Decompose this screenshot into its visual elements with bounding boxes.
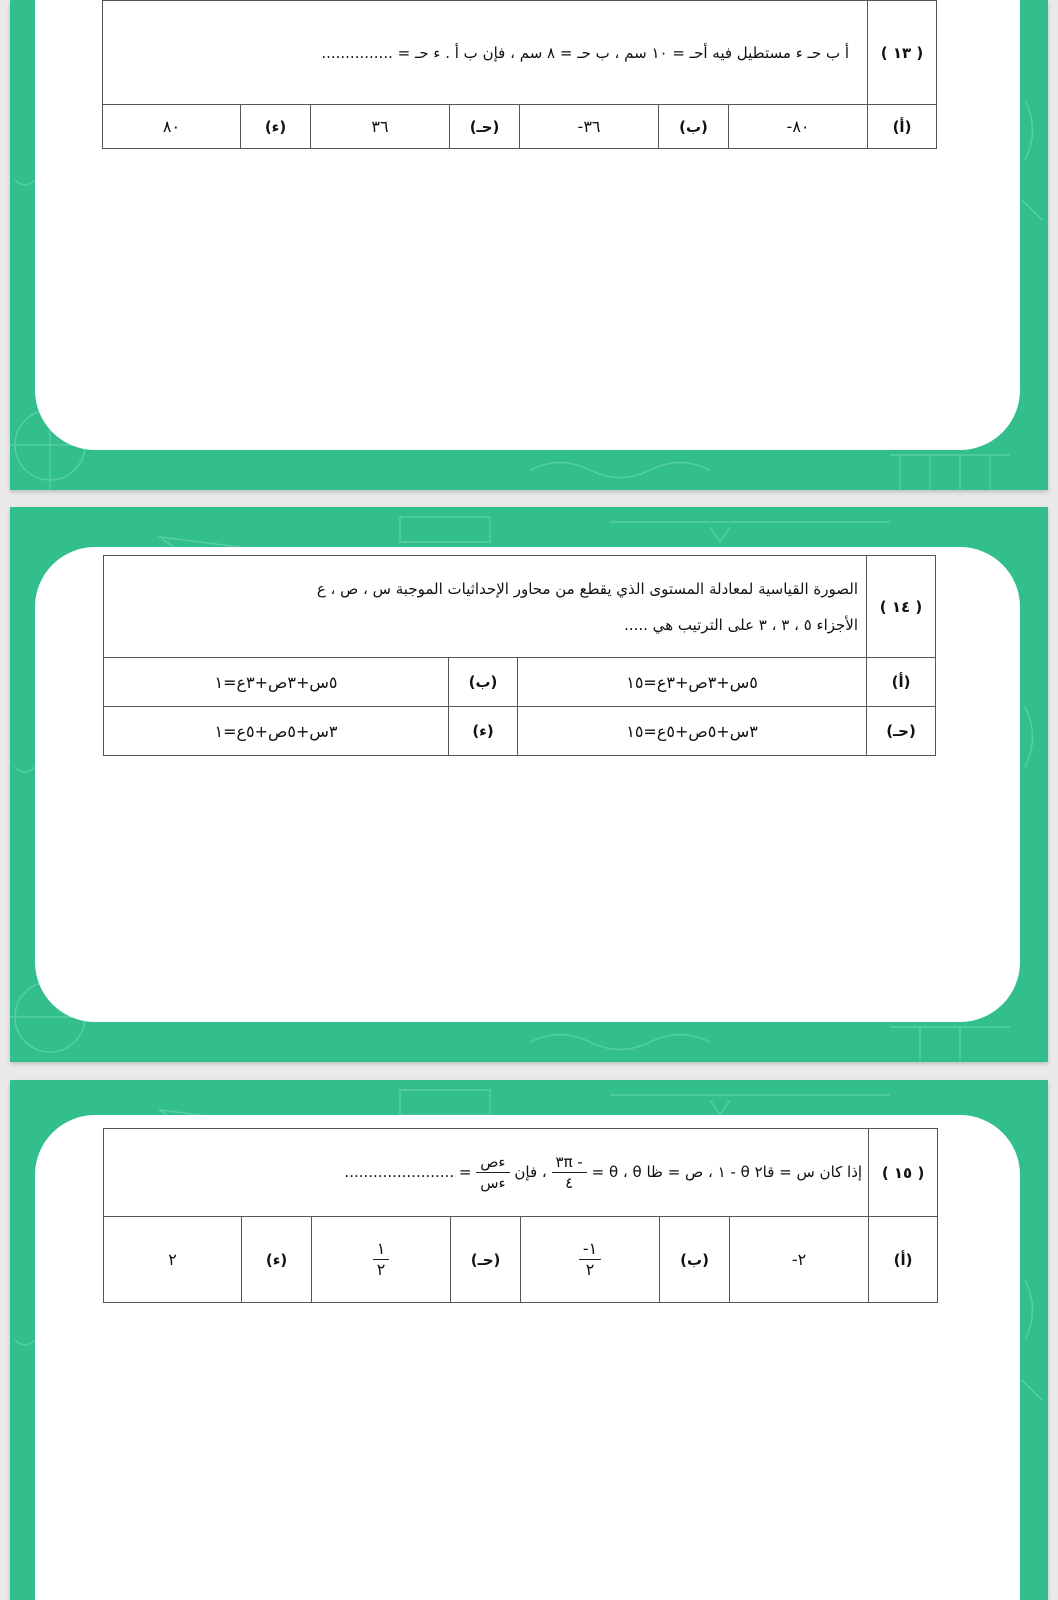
option-d-label[interactable]: (ء): [241, 105, 311, 149]
option-b-label[interactable]: (ب): [449, 658, 518, 707]
question-number: ( ١٥ ): [869, 1129, 938, 1217]
derivative-fraction: [476, 1152, 509, 1193]
question-text-line-2: الأجزاء ٥ ، ٣ ، ٣ على الترتيب هي .....: [624, 615, 859, 634]
option-c-value[interactable]: [312, 1217, 451, 1303]
option-d-label[interactable]: (ء): [449, 707, 518, 756]
option-a-value[interactable]: ٥س+٣ص+٣ع=١٥: [518, 658, 867, 707]
question-panel-14: [10, 507, 1048, 1062]
question-number: ( ١٣ ): [868, 1, 937, 105]
question-14-table: [103, 555, 936, 756]
option-b-value[interactable]: ٣٦-: [520, 105, 659, 149]
option-d-value[interactable]: ٣س+٥ص+٥ع=١: [104, 707, 449, 756]
option-c-label[interactable]: (حـ): [867, 707, 936, 756]
option-c-label[interactable]: (حـ): [451, 1217, 521, 1303]
derivative-numerator: ءص: [476, 1152, 509, 1173]
question-panel-15: [10, 1080, 1048, 1600]
theta-fraction: [552, 1152, 587, 1193]
theta-numerator: - ٣π: [552, 1152, 587, 1173]
option-c-value[interactable]: ٣٦: [311, 105, 450, 149]
question-13-table: [102, 0, 937, 149]
option-a-value[interactable]: ٢-: [730, 1217, 869, 1303]
question-text-line-1: الصورة القياسية لمعادلة المستوى الذي يقطع من محاور الإحداثيات الموجبة س ، ص ، ع: [316, 579, 859, 598]
question-card: [35, 1115, 1020, 1600]
question-text: [104, 1129, 869, 1217]
question-text-part-3: = .......................: [344, 1163, 472, 1181]
option-a-label[interactable]: (أ): [869, 1217, 938, 1303]
option-c-fraction: [373, 1239, 390, 1280]
option-b-value[interactable]: ٥س+٣ص+٣ع=١: [104, 658, 449, 707]
option-b-value[interactable]: [521, 1217, 660, 1303]
question-text-part-1: إذا كان س = قا٢ θ - ١ ، ص = ظا θ ، θ =: [591, 1163, 863, 1181]
question-card: [35, 547, 1020, 1022]
question-number: ( ١٤ ): [867, 556, 936, 658]
option-c-denominator: ٢: [376, 1260, 386, 1279]
question-text-part-2: ، فإن: [514, 1163, 547, 1181]
option-b-fraction: [579, 1239, 601, 1280]
derivative-denominator: ءس: [480, 1174, 506, 1192]
option-a-label[interactable]: (أ): [868, 105, 937, 149]
question-panel-13: [10, 0, 1048, 490]
option-d-label[interactable]: (ء): [242, 1217, 312, 1303]
option-c-label[interactable]: (حـ): [450, 105, 520, 149]
option-b-denominator: ٢: [585, 1260, 595, 1279]
option-a-label[interactable]: (أ): [867, 658, 936, 707]
option-a-value[interactable]: ٨٠-: [729, 105, 868, 149]
option-b-numerator: ١-: [579, 1239, 601, 1260]
question-card: [35, 0, 1020, 450]
question-15-table: [103, 1128, 938, 1303]
theta-denominator: ٤: [565, 1174, 574, 1192]
option-b-label[interactable]: (ب): [660, 1217, 730, 1303]
option-c-value[interactable]: ٣س+٥ص+٥ع=١٥: [518, 707, 867, 756]
option-d-value[interactable]: ٢: [104, 1217, 242, 1303]
option-c-numerator: ١: [373, 1239, 390, 1260]
option-b-label[interactable]: (ب): [659, 105, 729, 149]
question-text: [104, 556, 867, 658]
question-text: أ ب حـ ء مستطيل فيه أحـ = ١٠ سم ، ب حـ = ٨ سم ، فإن ب أ . ء حـ = ...............: [103, 1, 868, 105]
option-d-value[interactable]: ٨٠: [103, 105, 241, 149]
